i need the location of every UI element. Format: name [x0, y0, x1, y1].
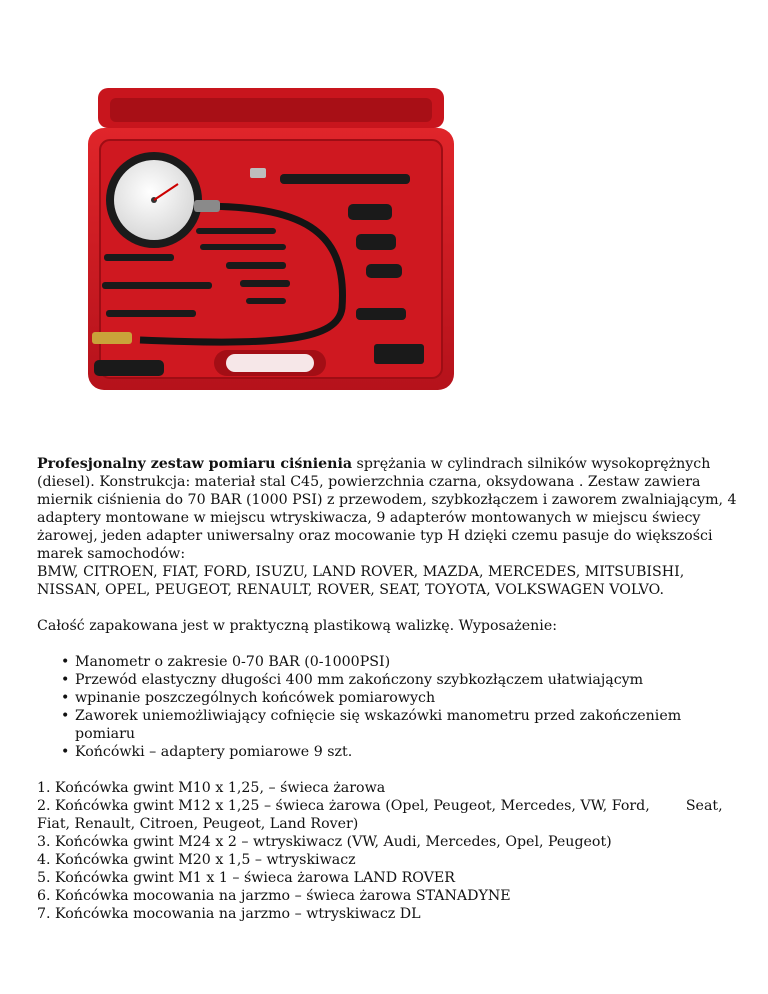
adapters-list: [37, 779, 737, 923]
intro-bold: Profesjonalny zestaw pomiaru ciśnienia: [37, 456, 353, 472]
intro-paragraph: [37, 455, 737, 563]
features-list: [37, 653, 737, 761]
list-item: • Przewód elastyczny długości 400 mm zakończony szybkozłączem ułatwiającym: [61, 672, 644, 688]
equipment-intro: Całość zapakowana jest w praktyczną plastikową walizkę. Wyposażenie:: [37, 618, 557, 634]
list-item: 5. Końcówka gwint M1 x 1 – świeca żarowa LAND ROVER: [37, 870, 455, 886]
list-item: • Końcówki – adaptery pomiarowe 9 szt.: [61, 744, 353, 760]
product-description: [37, 455, 737, 923]
list-item: 3. Końcówka gwint M24 x 2 – wtryskiwacz (VW, Audi, Mercedes, Opel, Peugeot): [37, 834, 612, 850]
list-item: 7. Końcówka mocowania na jarzmo – wtryskiwacz DL: [37, 906, 421, 922]
list-item: 2. Końcówka gwint M12 x 1,25 – świeca żarowa (Opel, Peugeot, Mercedes, VW, Ford, Seat, Fiat, Renault, Citroen, Peugeot, Land Rover): [37, 798, 728, 832]
list-item: • wpinanie poszczególnych końcówek pomiarowych: [61, 690, 436, 706]
brands-list: BMW, CITROEN, FIAT, FORD, ISUZU, LAND ROVER, MAZDA, MERCEDES, MITSUBISHI, NISSAN, OPEL, PEUGEOT, RENAULT, ROVER, SEAT, TOYOTA, VOLKSWAGEN VOLVO.: [37, 564, 685, 598]
list-item: 4. Końcówka gwint M20 x 1,5 – wtryskiwacz: [37, 852, 356, 868]
list-item: 1. Końcówka gwint M10 x 1,25, – świeca żarowa: [37, 780, 386, 796]
intro-text: sprężania w cylindrach silników wysokoprężnych (diesel). Konstrukcja: materiał stal C45, powierzchnia czarna, oksydowana . Zestaw zawiera miernik ciśnienia do 70 BAR (1000 PSI) z przewodem, szybkozłączem i zaworem zwalniającym, 4 adaptery montowane w miejscu wtryskiwacza, 9 adapterów montowanych w miejscu świecy żarowej, jeden adapter uniwersalny oraz mocowanie typ H dzięki czemu pasuje do większości marek samochodów:: [37, 456, 737, 562]
list-item: • Manometr o zakresie 0-70 BAR (0-1000PSI): [61, 654, 391, 670]
list-item: • Zaworek uniemożliwiający cofnięcie się wskazówki manometru przed zakończeniem pomiaru: [61, 708, 682, 742]
product-photo-icon: [80, 88, 460, 392]
list-item: 6. Końcówka mocowania na jarzmo – świeca żarowa STANADYNE: [37, 888, 511, 904]
